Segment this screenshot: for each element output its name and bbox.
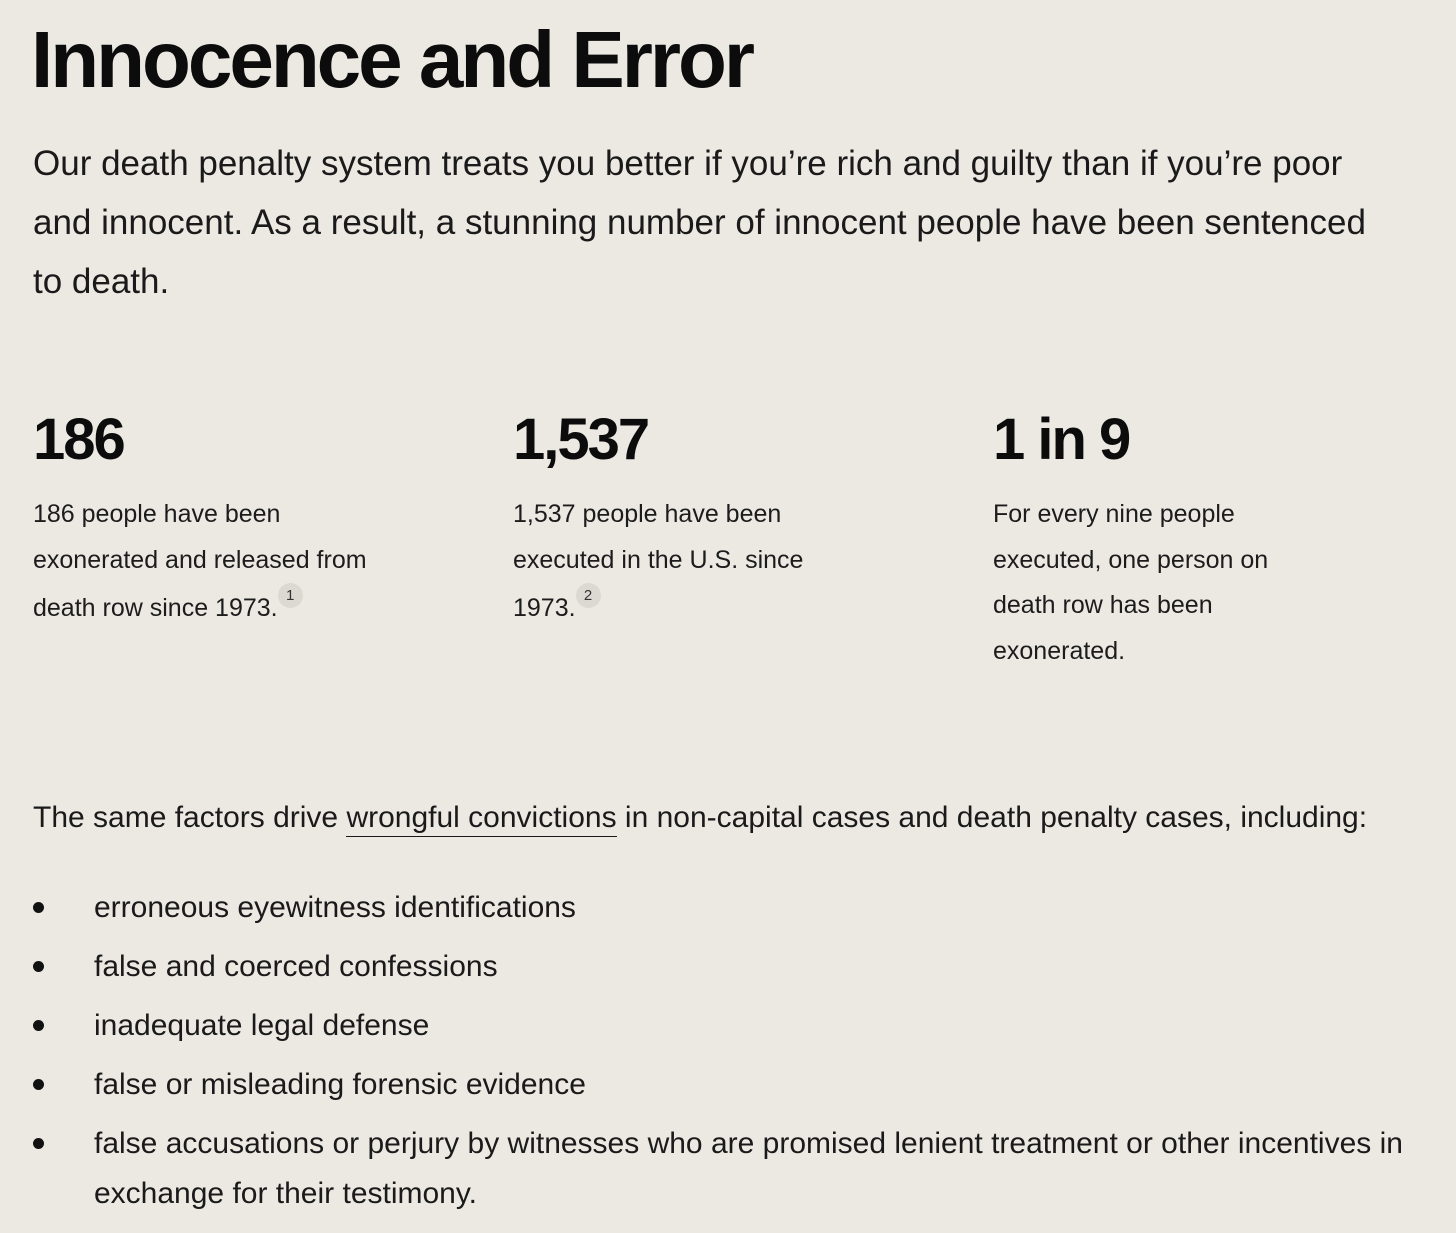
bullet-icon — [33, 1020, 44, 1031]
list-item — [33, 942, 1433, 992]
stat-description — [33, 492, 408, 632]
stat-description-text: For every nine people executed, one person on death row has been exonerated. — [993, 500, 1269, 665]
list-item-text: false or misleading forensic evidence — [94, 1068, 586, 1101]
bullet-icon — [33, 1138, 44, 1149]
stat-ratio — [993, 404, 1393, 674]
stat-description — [993, 492, 1293, 674]
factors-intro-after: in non-capital cases and death penalty cases, including: — [616, 801, 1368, 834]
list-item-text: false accusations or perjury by witnesses who are promised lenient treatment or other incentives in exchange for their testimony. — [94, 1127, 1403, 1210]
footnote-marker[interactable]: 2 — [576, 583, 601, 608]
list-item — [33, 1001, 1433, 1051]
bullet-icon — [33, 902, 44, 913]
stat-description-text: 186 people have been exonerated and released from death row since 1973. — [33, 500, 367, 622]
list-item — [33, 1119, 1433, 1218]
stat-description — [513, 492, 843, 632]
list-item-text: erroneous eyewitness identifications — [94, 891, 576, 924]
stat-value: 186 — [33, 407, 124, 472]
wrongful-convictions-link[interactable]: wrongful convictions — [346, 801, 616, 837]
factors-intro — [33, 794, 1367, 842]
page-title: Innocence and Error — [31, 15, 752, 104]
stat-value: 1 in 9 — [993, 407, 1130, 472]
footnote-marker[interactable]: 1 — [278, 583, 303, 608]
factors-intro-before: The same factors drive — [33, 801, 347, 834]
list-item-text: false and coerced confessions — [94, 950, 498, 983]
stat-exonerated — [33, 404, 433, 632]
stat-value: 1,537 — [513, 407, 649, 472]
bullet-icon — [33, 1079, 44, 1090]
bullet-icon — [33, 961, 44, 972]
stat-executed — [513, 404, 913, 632]
factors-list — [33, 883, 1433, 1228]
stat-description-text: 1,537 people have been executed in the U.S. since 1973. — [513, 500, 804, 622]
list-item — [33, 883, 1433, 933]
list-item-text: inadequate legal defense — [94, 1009, 430, 1042]
list-item — [33, 1060, 1433, 1110]
intro-paragraph: Our death penalty system treats you better if you’re rich and guilty than if you’re poor and innocent. As a result, a stunning number of innocent people have been sentenced to death. — [33, 144, 1366, 301]
